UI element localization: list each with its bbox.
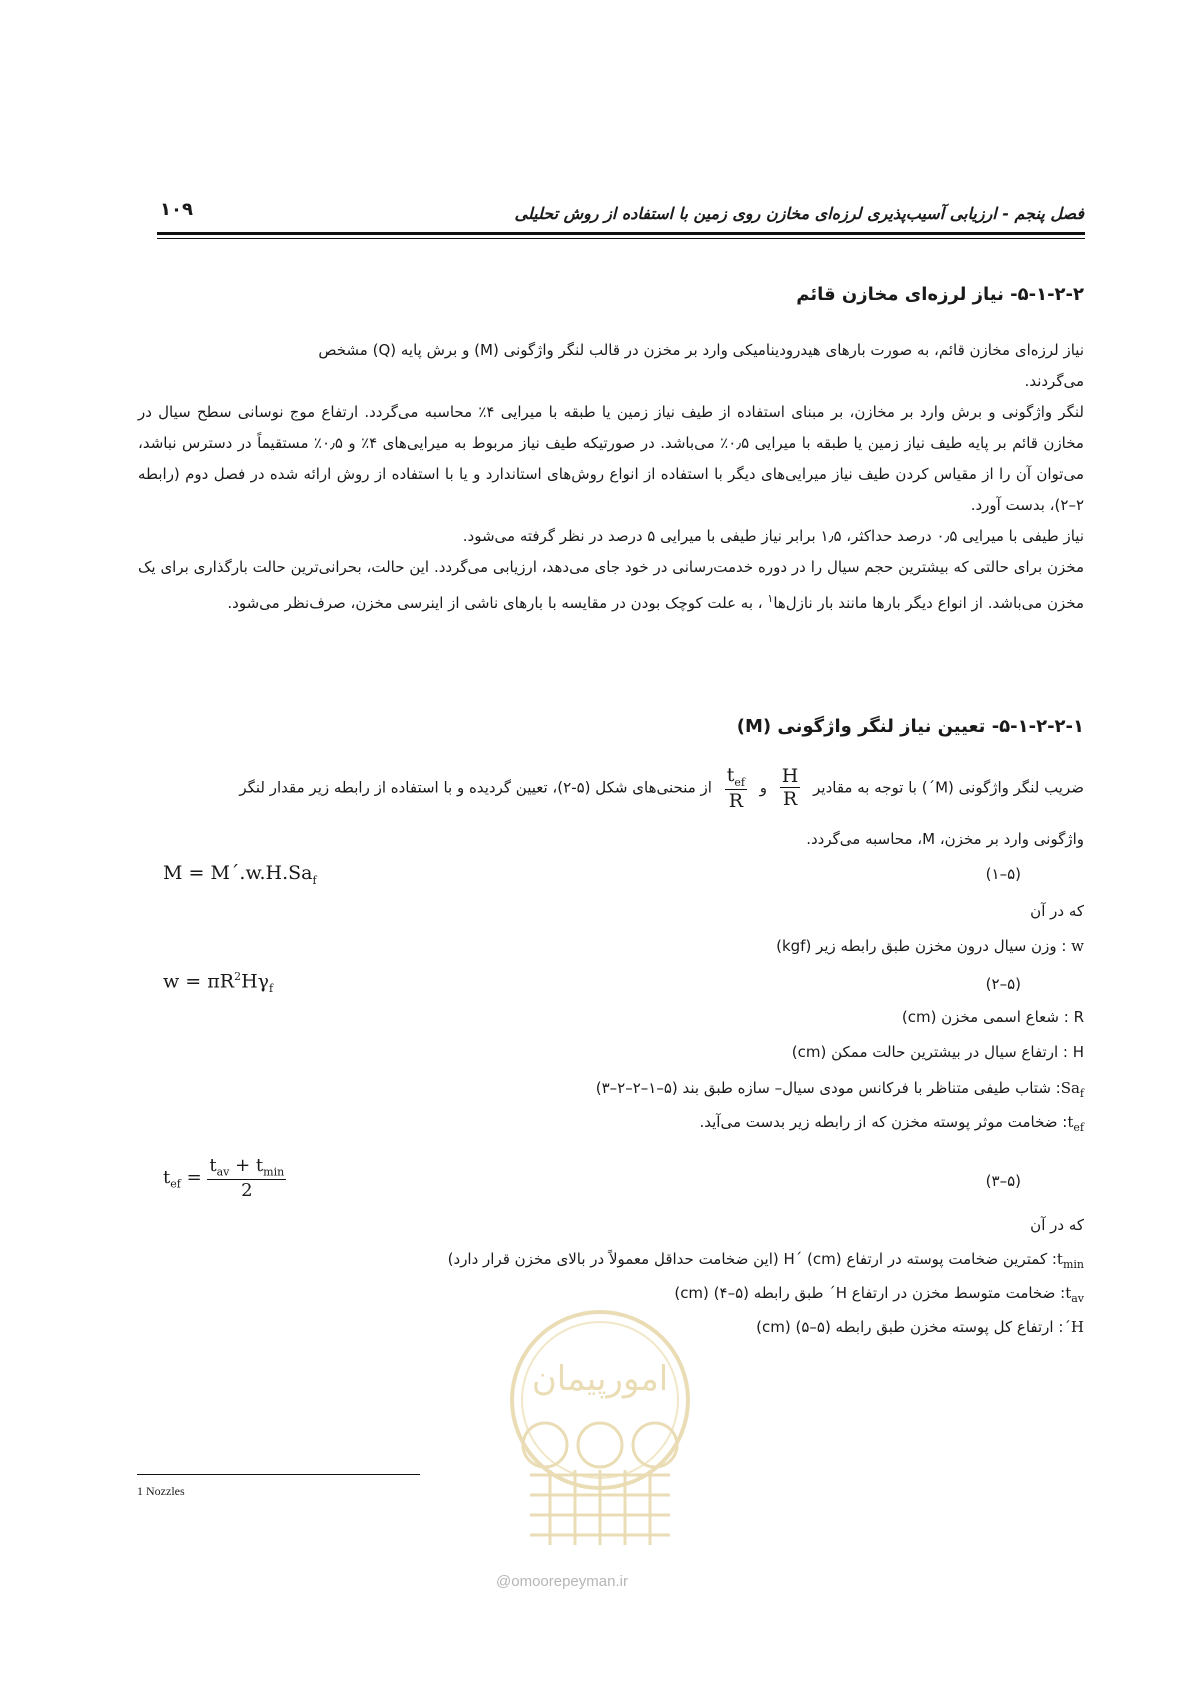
fraction-numerator: H: [781, 765, 799, 788]
equation-1: [163, 862, 317, 887]
fraction-tef: [207, 1155, 286, 1201]
subscript: ef: [734, 775, 745, 789]
equation-3: [163, 1155, 286, 1201]
definition-text: : ضخامت متوسط مخزن در ارتفاع H´ طبق رابطه (۵–۴) (cm): [674, 1284, 1066, 1302]
definition-Hprime: [756, 1318, 1084, 1336]
paragraph-line: نیاز لرزه‌ای مخازن قائم، به صورت بارهای هیدرودینامیکی وارد بر مخزن در قالب لنگر واژگونی (M) و برش پایه (Q) مشخص: [318, 341, 1084, 359]
fraction-numerator: [207, 1155, 286, 1180]
definition-text: : ضخامت موثر پوسته مخزن که از رابطه زیر بدست می‌آید.: [699, 1113, 1068, 1131]
definition-tef: [699, 1113, 1084, 1134]
watermark-seal-icon: [490, 1305, 710, 1565]
watermark-url: @omoorepeyman.ir: [496, 1573, 628, 1590]
definition-text: : کمترین ضخامت پوسته در ارتفاع H´ (cm) (این ضخامت حداقل معمولاً در بالای مخزن قرار دارد): [447, 1250, 1057, 1268]
page-number: ۱۰۹: [160, 199, 193, 220]
subscript: av: [216, 1165, 230, 1179]
header-rule-thin: [157, 238, 1085, 239]
equation-2: [163, 970, 273, 995]
paragraph-line: می‌گردند.: [1024, 372, 1084, 390]
paragraph-text: مخزن برای حالتی که بیشترین حجم سیال را در دوره خدمت‌رسانی در خود جای می‌دهد، ارزیابی می‌گردد. این حالت، بحرانی‌ترین حالت بارگذاری برای یک مخزن می‌باشد. از انواع دیگر بارها مانند بار نازل‌ها: [138, 558, 1084, 612]
paragraph: نیاز طیفی با میرایی ۰٫۵ درصد حداکثر، ۱٫۵ برابر نیاز طیفی با میرایی ۵ درصد در نظر گرفته می‌شود.: [462, 527, 1084, 545]
subscript: min: [1062, 1258, 1084, 1271]
definition-H: H : ارتفاع سیال در بیشترین حالت ممکن (cm): [791, 1043, 1084, 1061]
subscript: ef: [170, 1177, 181, 1191]
definition-text: : شتاب طیفی متناظر با فرکانس مودی سیال– سازه طبق بند (۵–۱–۲–۲–۳): [595, 1079, 1061, 1097]
symbol-text: t: [1065, 1284, 1072, 1302]
equation-text: w = πR: [163, 970, 235, 993]
symbol: [1065, 1284, 1084, 1305]
paragraph: لنگر واژگونی و برش وارد بر مخازن، بر مبنای استفاده از طیف نیاز زمین یا طبقه با میرایی ۴٪ محاسبه می‌گردد. ارتفاع موج نوسانی سطح سیال در مخازن قائم بر پایه طیف نیاز زمین یا طبقه با میرایی ۰٫۵٪ می‌باشد. در صورتیکه طیف نیاز مربوط به میرایی‌های ۴٪ و ۰٫۵٪ مستقیماً در دسترس نباشد، می‌توان آن را از مقیاس کردن طیف نیاز میرایی‌های دیگر با استفاده از انواع روش‌های استاندارد و یا با استفاده از روش ارائه شده در فصل دوم (رابطه ۲–۲)، بدست آورد.: [138, 403, 1084, 514]
section-heading: ۵-۱-۲-۲- نیاز لرزه‌ای مخازن قائم: [796, 284, 1084, 305]
subscript: f: [269, 982, 274, 996]
symbol-text: Sa: [1060, 1079, 1080, 1097]
symbol: H´: [1063, 1318, 1084, 1336]
definition-w: [776, 937, 1084, 955]
intro-text: ضریب لنگر واژگونی (M´) با توجه به مقادیر: [813, 778, 1084, 797]
fraction-denominator: R: [782, 788, 798, 811]
definition-Sa: [596, 1079, 1084, 1100]
paragraph: [138, 552, 1084, 619]
footnote: 1 Nozzles: [137, 1484, 185, 1498]
fraction-denominator: 2: [241, 1179, 253, 1201]
symbol: [1067, 1113, 1084, 1134]
subscript: av: [1071, 1292, 1084, 1305]
intro-line: واژگونی وارد بر مخزن، M، محاسبه می‌گردد.: [806, 830, 1084, 848]
definition-text: : ارتفاع کل پوسته مخزن طبق رابطه (۵–۵) (cm): [756, 1318, 1064, 1336]
where-label: که در آن: [1030, 1216, 1084, 1234]
superscript: 2: [234, 970, 242, 983]
definition-tmin: [448, 1250, 1084, 1271]
symbol: [1056, 1250, 1084, 1271]
equation-text: Hγ: [241, 970, 269, 993]
definition-tav: [674, 1284, 1084, 1305]
fraction-denominator: R: [728, 789, 743, 812]
watermark-logo: [490, 1305, 710, 1565]
equation-text: M = M´.w.H.Sa: [163, 862, 313, 884]
header-rule-thick: [157, 232, 1085, 235]
fraction-H-over-R: [780, 765, 801, 810]
footnote-rule: [137, 1474, 420, 1475]
symbol-text: t: [209, 1155, 217, 1176]
paragraph: [138, 335, 1084, 397]
definition-text: : وزن سیال درون مخزن طبق رابطه زیر (kgf): [776, 937, 1072, 955]
symbol-text: t: [1067, 1113, 1074, 1131]
equals-sign: =: [186, 1166, 208, 1188]
symbol: w: [1071, 937, 1084, 955]
intro-and: و: [759, 778, 767, 797]
fraction-numerator: [725, 764, 747, 790]
subscript: ef: [1073, 1121, 1084, 1134]
symbol-t: t: [726, 764, 735, 786]
running-header-title: فصل پنجم - ارزیابی آسیب‌پذیری لرزه‌ای مخازن روی زمین با استفاده از روش تحلیلی: [514, 204, 1084, 223]
intro-line: [239, 764, 1084, 812]
equation-number: (۵–۱): [985, 865, 1021, 883]
definition-R: R : شعاع اسمی مخزن (cm): [901, 1008, 1084, 1026]
equation-text: t: [163, 1166, 171, 1188]
subscript: f: [312, 873, 317, 887]
fraction-tef-over-R: [725, 764, 747, 812]
where-label: که در آن: [1030, 902, 1084, 920]
subscript: min: [263, 1165, 285, 1179]
footnote-marker: ۱: [767, 592, 774, 605]
equation-number: (۵–۲): [985, 975, 1021, 993]
paragraph-text: ، به علت کوچک بودن در مقایسه با بارهای ناشی از اینرسی مخزن، صرف‌نظر می‌شود.: [227, 594, 768, 612]
subsection-heading: ۵-۱-۲-۲-۱- تعیین نیاز لنگر واژگونی (M): [736, 716, 1084, 737]
intro-text: از منحنی‌های شکل (۵-۲)، تعیین گردیده و با استفاده از رابطه زیر مقدار لنگر: [239, 778, 712, 797]
symbol-text: + t: [229, 1155, 264, 1176]
equation-number: (۵–۳): [985, 1172, 1021, 1190]
symbol: [1060, 1079, 1084, 1100]
symbol-text: t: [1056, 1250, 1063, 1268]
subscript: f: [1079, 1087, 1084, 1100]
watermark-logo-text: امورپیمان: [531, 1359, 669, 1399]
